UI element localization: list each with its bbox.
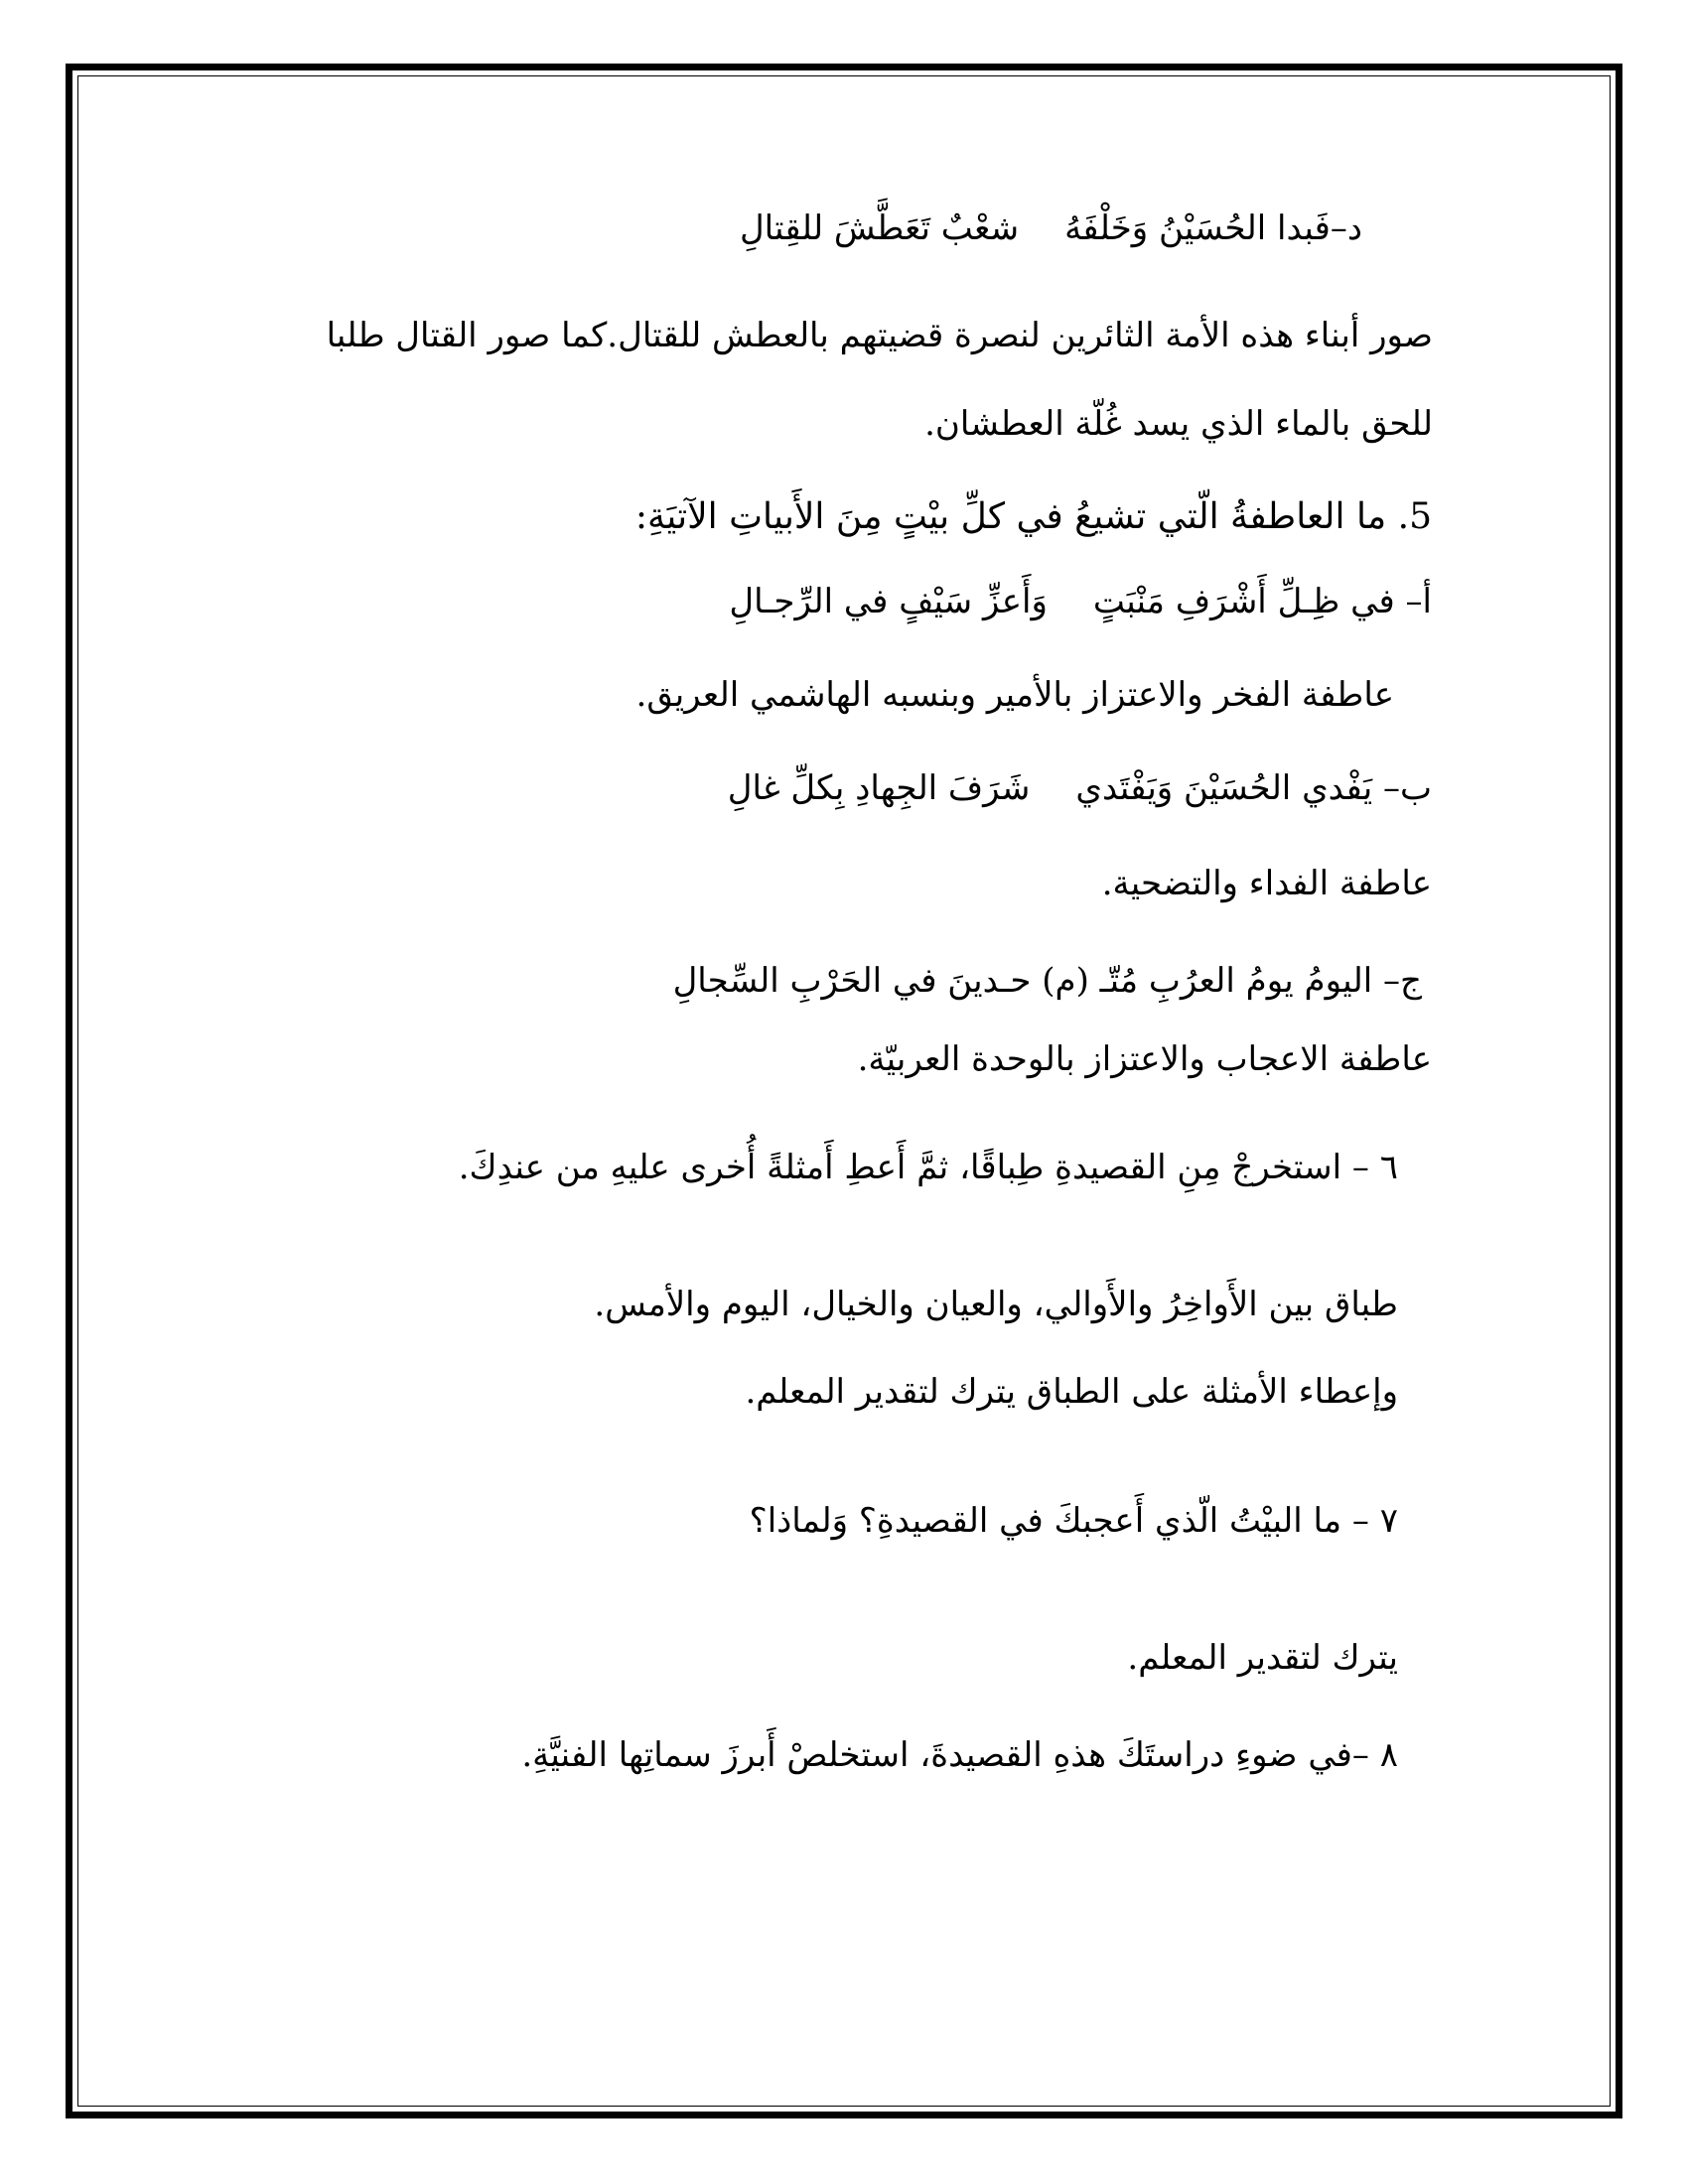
verse-d-explanation-line2: للحق بالماء الذي يسد غُلّة العطشان. — [924, 404, 1433, 444]
question-5: 5. ما العاطفةُ الّتي تشيعُ في كلِّ بيْتٍ مِنَ الأَبياتِ الآتيَةِ: — [634, 496, 1432, 537]
verse-b-first-hemistich: ب– يَفْدي الحُسَيْنَ وَيَفْتَدي — [1075, 768, 1432, 808]
verse-b — [728, 766, 1432, 810]
question-6: ٦ – استخرجْ مِنِ القصيدةِ طِباقًا، ثمَّ أَعطِ أَمثلةً أُخرى عليهِ من عندِكَ. — [458, 1148, 1398, 1187]
verse-d — [740, 206, 1362, 250]
verse-d-first-hemistich: د–فَبدا الحُسَيْنُ وَخَلْفَهُ — [1064, 208, 1362, 248]
verse-b-answer: عاطفة الفداء والتضحية. — [1101, 864, 1432, 903]
verse-a-answer: عاطفة الفخر والاعتزاز بالأمير وبنسبه الهاشمي العريق. — [635, 675, 1394, 715]
verse-a-first-hemistich: أ– في ظِـلِّ أَشْرَفِ مَنْبَتٍ — [1092, 582, 1432, 621]
verse-d-second-hemistich: شعْبٌ تَعَطَّشَ للقِتالِ — [739, 208, 1020, 248]
verse-c-answer: عاطفة الاعجاب والاعتزاز بالوحدة العربيّة. — [857, 1039, 1432, 1079]
question-7: ٧ – ما البيْتُ الّذي أَعجبكَ في القصيدةِ؟ وَلماذا؟ — [749, 1501, 1398, 1541]
verse-c: ج– اليومُ يومُ العرُبِ مُتّـ (م) حـدينَ في الحَرْبِ السِّجالِ — [672, 961, 1422, 1001]
verse-a-second-hemistich: وَأَعزِّ سَيْفٍ في الرِّجـالِ — [729, 582, 1048, 621]
question-7-answer: يترك لتقدير المعلم. — [1127, 1638, 1398, 1678]
verse-d-explanation-line1: صور أبناء هذه الأمة الثائرين لنصرة قضيتهم بالعطش للقتال.كما صور القتال طلبا — [326, 316, 1433, 355]
verse-b-second-hemistich: شَرَفَ الجِهادِ بِكلِّ غالِ — [727, 768, 1031, 808]
question-8: ٨ –في ضوءِ دراستَكَ هذهِ القصيدةَ، استخلصْ أَبرزَ سماتِها الفنيَّةِ. — [521, 1735, 1398, 1775]
question-6-answer-line1: طباق بين الأَواخِرُ والأَوالي، والعيان والخيال، اليوم والأمس. — [594, 1285, 1398, 1324]
question-6-answer-line2: وإعطاء الأمثلة على الطباق يترك لتقدير المعلم. — [745, 1372, 1398, 1412]
verse-a — [729, 580, 1432, 623]
